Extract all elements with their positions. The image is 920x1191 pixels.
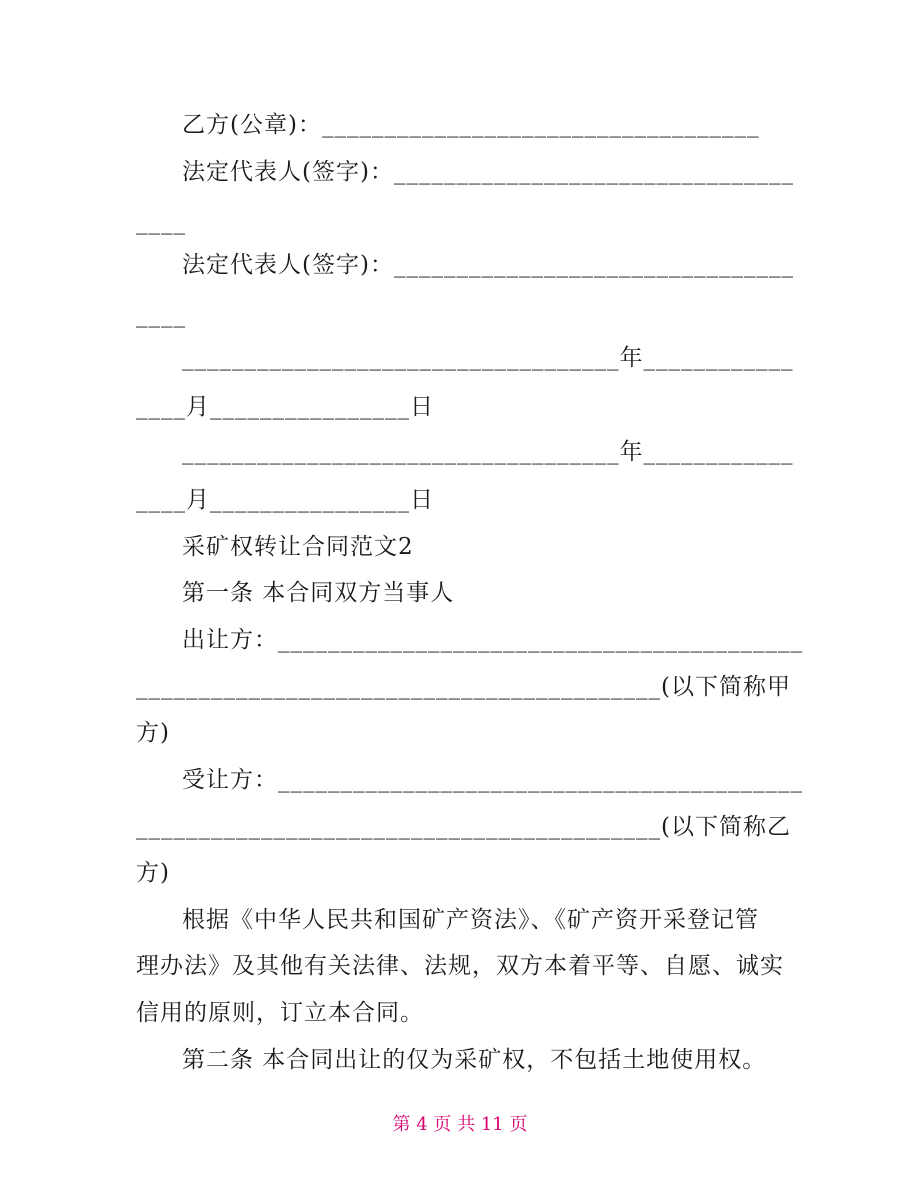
legal-rep-signature-continuation-1: ____: [136, 209, 186, 235]
date-year-line-2: ___________________________________年____________: [182, 439, 794, 465]
party-b-seal-line: 乙方(公章)：___________________________________: [182, 112, 760, 138]
basis-paragraph-line-2: 理办法》及其他有关法律、法规，双方本着平等、自愿、诚实: [136, 953, 784, 979]
page-number-footer: 第 4 页 共 11 页: [392, 1114, 528, 1135]
legal-rep-signature-continuation-2: ____: [136, 302, 186, 328]
transferor-line: 出让方：__________________________________________: [182, 627, 803, 653]
article-2-text: 第二条 本合同出让的仅为采矿权，不包括土地使用权。: [182, 1047, 767, 1073]
date-month-day-line-2: ____月________________日: [136, 487, 434, 513]
basis-paragraph-line-1: 根据《中华人民共和国矿产资法》、《矿产资开采登记管: [182, 907, 759, 933]
article-1-heading: 第一条 本合同双方当事人: [182, 580, 455, 606]
transferor-abbrev-line: __________________________________________(以下简称甲: [136, 674, 791, 700]
transferor-abbrev-end: 方): [136, 720, 170, 746]
legal-rep-signature-line-1: 法定代表人(签字)：________________________________: [182, 159, 794, 185]
date-month-day-line-1: ____月________________日: [136, 394, 434, 420]
transferee-abbrev-end: 方): [136, 860, 170, 886]
basis-paragraph-line-3: 信用的原则，订立本合同。: [136, 1000, 424, 1026]
transferee-line: 受让方：__________________________________________: [182, 767, 803, 793]
date-year-line-1: ___________________________________年____________: [182, 345, 794, 371]
transferee-abbrev-line: __________________________________________(以下简称乙: [136, 814, 791, 840]
section-title: 采矿权转让合同范文2: [182, 534, 414, 560]
legal-rep-signature-line-2: 法定代表人(签字)：________________________________: [182, 252, 794, 278]
